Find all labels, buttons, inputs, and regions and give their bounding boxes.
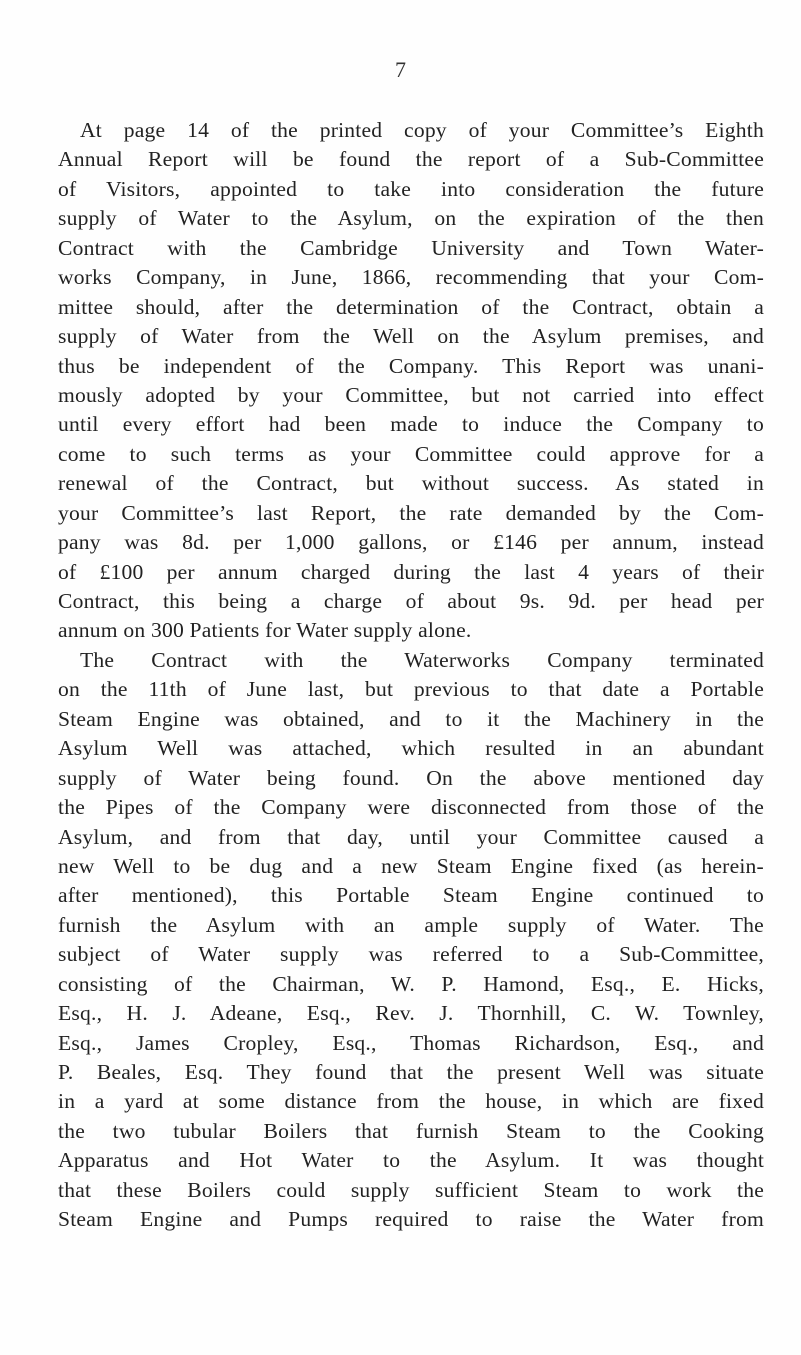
text-line: P. Beales, Esq. They found that the present Well was situate (58, 1060, 765, 1084)
text-line: the Pipes of the Company were disconnected from those of the (58, 795, 764, 820)
text-line: that these Boilers could supply sufficient Steam to work the (58, 1177, 764, 1202)
text-line: new Well to be dug and a new Steam Engine fixed (as herein- (58, 853, 764, 878)
text-line: on the 11th of June last, but previous to that date a Portable (58, 677, 765, 702)
text-line: Contract, this being a charge of about 9s. 9d. per head per (58, 589, 764, 613)
text-line: furnish the Asylum with an ample supply of Water. The (58, 912, 764, 937)
text-line: of £100 per annum charged during the last 4 years of their (58, 559, 765, 584)
text-line: Apparatus and Hot Water to the Asylum. It was thought (58, 1148, 765, 1173)
text-line: Esq., James Cropley, Esq., Thomas Richardson, Esq., and (58, 1030, 764, 1055)
text-line: Steam Engine was obtained, and to it the Machinery in the (58, 706, 765, 731)
text-line: subject of Water supply was referred to a Sub-Committee, (58, 942, 765, 967)
text-line: consisting of the Chairman, W. P. Hamond, Esq., E. Hicks, (58, 971, 764, 996)
text-line: supply of Water being found. On the above mentioned day (58, 765, 765, 790)
text-line: mously adopted by your Committee, but not carried into effect (58, 382, 764, 407)
text-line: after mentioned), this Portable Steam Engine continued to (58, 883, 764, 908)
text-line: the two tubular Boilers that furnish Steam to the Cooking (58, 1118, 765, 1143)
text-line: of Visitors, appointed to take into consideration the future (58, 176, 765, 201)
text-line: until every effort had been made to induce the Company to (58, 412, 764, 437)
text-line: supply of Water to the Asylum, on the expiration of the then (58, 206, 764, 231)
text-line: mittee should, after the determination of the Contract, obtain a (58, 294, 765, 319)
text-line: The Contract with the Waterworks Company terminated (80, 647, 764, 672)
text-line: in a yard at some distance from the house, in which are fixed (58, 1089, 764, 1114)
text-line: works Company, in June, 1866, recommending that your Com- (58, 265, 764, 290)
text-line: Asylum, and from that day, until your Committee caused a (58, 824, 765, 849)
text-line: Steam Engine and Pumps required to raise the Water from (58, 1207, 764, 1232)
text-line: Annual Report will be found the report of a Sub-Committee (58, 147, 764, 172)
page-number: 7 (395, 57, 406, 82)
text-line: pany was 8d. per 1,000 gallons, or £146 per annum, instead (58, 530, 764, 555)
text-line: annum on 300 Patients for Water supply alone. (58, 618, 472, 643)
text-line: Asylum Well was attached, which resulted in an abundant (58, 736, 764, 761)
text-line: thus be independent of the Company. This Report was unani- (58, 353, 765, 378)
text-line: supply of Water from the Well on the Asylum premises, and (58, 324, 764, 349)
text-line: come to such terms as your Committee could approve for a (58, 441, 765, 466)
body-text (58, 116, 764, 1235)
text-line: your Committee’s last Report, the rate demanded by the Com- (58, 500, 764, 525)
text-line: Esq., H. J. Adeane, Esq., Rev. J. Thornhill, C. W. Townley, (58, 1001, 765, 1026)
text-line: renewal of the Contract, but without success. As stated in (58, 471, 764, 496)
text-line: Contract with the Cambridge University and Town Water- (58, 235, 764, 260)
text-line: At page 14 of the printed copy of your Committee’s Eighth (80, 118, 764, 142)
